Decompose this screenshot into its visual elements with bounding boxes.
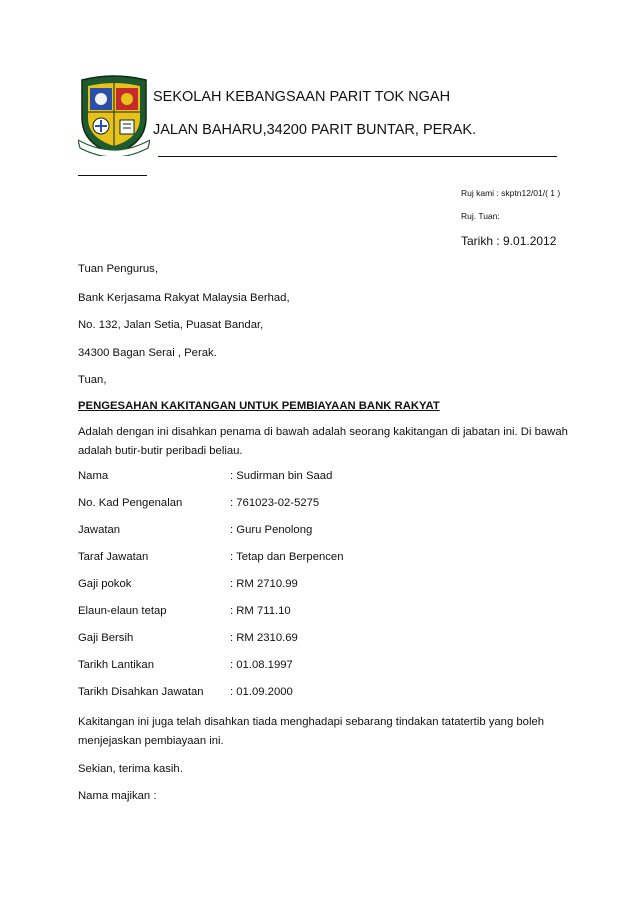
school-crest-logo xyxy=(78,74,150,156)
detail-value: : 761023-02-5275 xyxy=(230,497,320,509)
detail-label: Tarikh Lantikan xyxy=(78,659,154,671)
school-address: JALAN BAHARU,34200 PARIT BUNTAR, PERAK. xyxy=(153,122,477,138)
detail-value: : Guru Penolong xyxy=(230,524,313,536)
detail-value: : Tetap dan Berpencen xyxy=(230,551,344,563)
recipient-line-3: No. 132, Jalan Setia, Puasat Bandar, xyxy=(78,319,264,331)
detail-label: Gaji Bersih xyxy=(78,632,134,644)
detail-value: : RM 711.10 xyxy=(230,605,291,617)
letter-date: Tarikh : 9.01.2012 xyxy=(461,234,557,248)
detail-label: Jawatan xyxy=(78,524,121,536)
detail-value: : RM 2710.99 xyxy=(230,578,298,590)
intro-line-2: adalah butir-butir peribadi beliau. xyxy=(78,445,243,457)
ruj-tuan: Ruj. Tuan: xyxy=(461,211,500,221)
detail-label: No. Kad Pengenalan xyxy=(78,497,183,509)
header-rule xyxy=(158,156,557,157)
closing-line-1: Kakitangan ini juga telah disahkan tiada menghadapi sebarang tindakan tatatertib yang boleh xyxy=(78,716,545,728)
detail-label: Gaji pokok xyxy=(78,578,132,590)
employer-name-label: Nama majikan : xyxy=(78,790,157,802)
intro-line-1: Adalah dengan ini disahkan penama di bawah adalah seorang kakitangan di jabatan ini. Di bawah xyxy=(78,426,568,438)
ruj-kami: Ruj kami : skptn12/01/( 1 ) xyxy=(461,188,561,198)
header-rule-continued xyxy=(78,175,147,176)
closing-thanks: Sekian, terima kasih. xyxy=(78,763,183,775)
detail-value: : 01.09.2000 xyxy=(230,686,293,698)
detail-label: Taraf Jawatan xyxy=(78,551,149,563)
detail-label: Nama xyxy=(78,470,109,482)
letter-subject: PENGESAHAN KAKITANGAN UNTUK PEMBIAYAAN BANK RAKYAT xyxy=(78,400,440,412)
recipient-line-1: Tuan Pengurus, xyxy=(78,263,158,275)
salutation: Tuan, xyxy=(78,374,107,386)
recipient-line-4: 34300 Bagan Serai , Perak. xyxy=(78,347,217,359)
closing-line-2: menjejaskan pembiayaan ini. xyxy=(78,735,224,747)
detail-label: Elaun-elaun tetap xyxy=(78,605,167,617)
detail-label: Tarikh Disahkan Jawatan xyxy=(78,686,204,698)
detail-value: : RM 2310.69 xyxy=(230,632,298,644)
school-name: SEKOLAH KEBANGSAAN PARIT TOK NGAH xyxy=(153,89,451,105)
detail-value: : Sudirman bin Saad xyxy=(230,470,333,482)
detail-value: : 01.08.1997 xyxy=(230,659,293,671)
recipient-line-2: Bank Kerjasama Rakyat Malaysia Berhad, xyxy=(78,292,290,304)
